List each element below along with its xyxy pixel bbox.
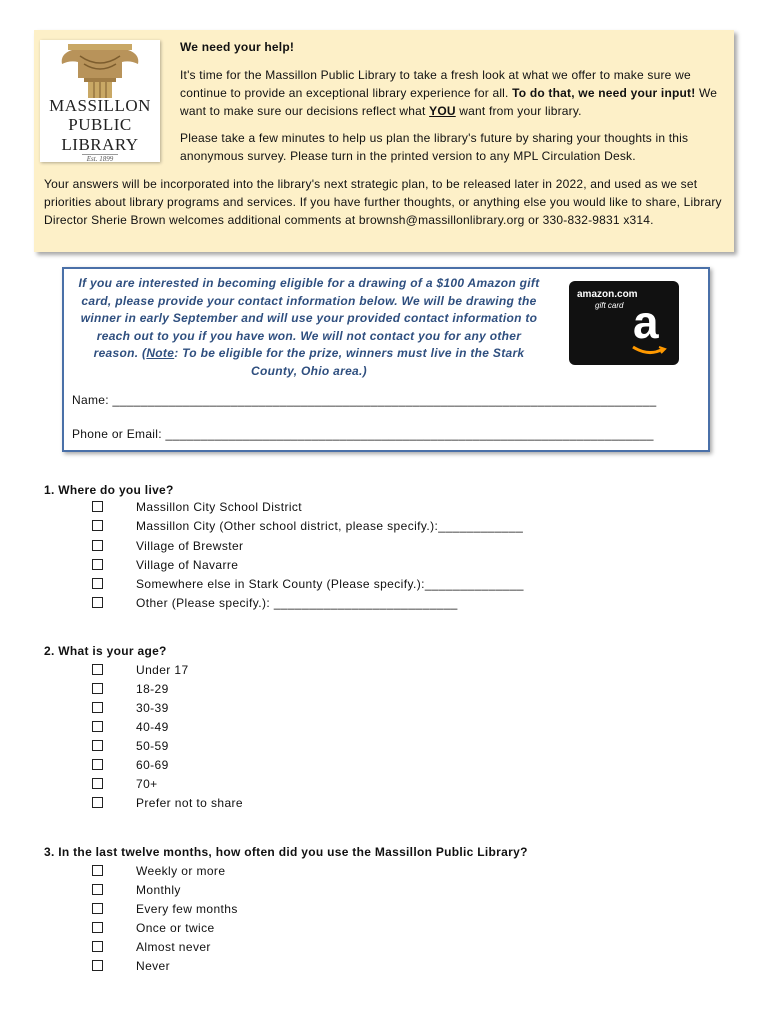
option-label: Weekly or more bbox=[136, 864, 226, 878]
checkbox[interactable] bbox=[92, 559, 103, 570]
intro-paragraph-1-a: It's time for the Massillon Public Library to take a fresh look at what we offer to make sure we continue to provide an exceptional library experience for all. bbox=[180, 68, 691, 100]
option-row[interactable] bbox=[92, 577, 524, 596]
option-row[interactable] bbox=[92, 883, 181, 902]
checkbox[interactable] bbox=[92, 922, 103, 933]
giveaway-box bbox=[62, 267, 710, 452]
giveaway-note: Note bbox=[146, 346, 175, 360]
intro-paragraph-1-bold: To do that, we need your input! bbox=[512, 86, 696, 100]
checkbox[interactable] bbox=[92, 884, 103, 895]
option-label: 70+ bbox=[136, 777, 158, 791]
checkbox[interactable] bbox=[92, 520, 103, 531]
option-row[interactable] bbox=[92, 682, 169, 701]
logo-established: Est. 1899 bbox=[82, 154, 118, 163]
intro-paragraph-1-you: YOU bbox=[429, 104, 456, 118]
question-1: 1. Where do you live? bbox=[44, 483, 174, 497]
checkbox[interactable] bbox=[92, 797, 103, 808]
library-logo bbox=[40, 40, 160, 162]
intro-paragraph-1 bbox=[180, 66, 730, 120]
option-label: 40-49 bbox=[136, 720, 169, 734]
option-label: Other (Please specify.): __________________________ bbox=[136, 596, 458, 610]
gift-card-brand: amazon.com bbox=[577, 289, 638, 300]
option-row[interactable] bbox=[92, 959, 170, 978]
option-row[interactable] bbox=[92, 519, 523, 538]
checkbox[interactable] bbox=[92, 702, 103, 713]
option-row[interactable] bbox=[92, 940, 211, 959]
contact-field[interactable]: Phone or Email: ______________________________________________________________________ bbox=[72, 427, 654, 441]
option-row[interactable] bbox=[92, 902, 238, 921]
option-row[interactable] bbox=[92, 796, 243, 815]
intro-paragraph-1-e: want from your library. bbox=[455, 104, 582, 118]
checkbox[interactable] bbox=[92, 865, 103, 876]
checkbox[interactable] bbox=[92, 903, 103, 914]
option-label: Monthly bbox=[136, 883, 181, 897]
amazon-smile-icon bbox=[629, 345, 669, 357]
option-label: Prefer not to share bbox=[136, 796, 243, 810]
checkbox[interactable] bbox=[92, 540, 103, 551]
option-row[interactable] bbox=[92, 701, 169, 720]
option-row[interactable] bbox=[92, 539, 243, 558]
option-label: 30-39 bbox=[136, 701, 169, 715]
column-capital-icon bbox=[40, 40, 160, 100]
giveaway-text-a: If you are interested in becoming eligible for a drawing of a $100 Amazon gift card, please provide your contact information below. We will be drawing the winner in early September and will use your provided contact information to reach out to you if you have won. We will not contact you for any other reason. ( bbox=[78, 276, 540, 360]
option-label: Every few months bbox=[136, 902, 238, 916]
option-label: Never bbox=[136, 959, 171, 973]
option-label: Massillon City School District bbox=[136, 500, 303, 514]
giveaway-text bbox=[74, 275, 544, 380]
intro-paragraph-1-c: We want to make sure our decisions reflect what bbox=[180, 86, 718, 118]
option-label: Massillon City (Other school district, please specify.):____________ bbox=[136, 519, 524, 533]
giveaway-text-b: : To be eligible for the prize, winners must live in the Stark County, Ohio area.) bbox=[174, 346, 525, 378]
name-field[interactable]: Name: ______________________________________________________________________________ bbox=[72, 393, 657, 407]
option-label: 18-29 bbox=[136, 682, 169, 696]
checkbox[interactable] bbox=[92, 778, 103, 789]
amazon-gift-card bbox=[569, 281, 679, 365]
option-label: Village of Navarre bbox=[136, 558, 239, 572]
option-row[interactable] bbox=[92, 777, 158, 796]
option-label: Somewhere else in Stark County (Please specify.):______________ bbox=[136, 577, 524, 591]
logo-line-1: MASSILLON bbox=[49, 96, 151, 115]
intro-heading: We need your help! bbox=[180, 40, 295, 54]
checkbox[interactable] bbox=[92, 740, 103, 751]
logo-line-3: LIBRARY bbox=[61, 135, 139, 154]
option-row[interactable] bbox=[92, 500, 302, 519]
amazon-logo-letter: a bbox=[633, 296, 659, 348]
option-row[interactable] bbox=[92, 663, 189, 682]
checkbox[interactable] bbox=[92, 664, 103, 675]
option-label: 50-59 bbox=[136, 739, 169, 753]
option-row[interactable] bbox=[92, 758, 169, 777]
option-row[interactable] bbox=[92, 739, 169, 758]
checkbox[interactable] bbox=[92, 721, 103, 732]
option-row[interactable] bbox=[92, 596, 458, 615]
option-label: Almost never bbox=[136, 940, 211, 954]
option-label: 60-69 bbox=[136, 758, 169, 772]
checkbox[interactable] bbox=[92, 960, 103, 971]
checkbox[interactable] bbox=[92, 578, 103, 589]
question-3: 3. In the last twelve months, how often did you use the Massillon Public Library? bbox=[44, 845, 528, 859]
checkbox[interactable] bbox=[92, 759, 103, 770]
checkbox[interactable] bbox=[92, 501, 103, 512]
option-row[interactable] bbox=[92, 864, 225, 883]
checkbox[interactable] bbox=[92, 941, 103, 952]
option-label: Village of Brewster bbox=[136, 539, 244, 553]
intro-paragraph-2: Please take a few minutes to help us plan the library's future by sharing your thoughts in this anonymous survey. Please turn in the printed version to any MPL Circulation Desk. bbox=[180, 131, 689, 163]
checkbox[interactable] bbox=[92, 597, 103, 608]
question-2: 2. What is your age? bbox=[44, 644, 167, 658]
option-row[interactable] bbox=[92, 921, 215, 940]
option-label: Once or twice bbox=[136, 921, 215, 935]
option-label: Under 17 bbox=[136, 663, 189, 677]
intro-paragraph-3: Your answers will be incorporated into the library's next strategic plan, to be released later in 2022, and used as we set priorities about library programs and services. If you have further thoughts, or anything else you would like to share, Library Director Sherie Brown welcomes additional comments at brownsh@massillonlibrary.org or 330-832-9831 x314. bbox=[44, 177, 722, 227]
option-row[interactable] bbox=[92, 720, 169, 739]
gift-card-subtitle: gift card bbox=[595, 301, 624, 310]
option-row[interactable] bbox=[92, 558, 238, 577]
checkbox[interactable] bbox=[92, 683, 103, 694]
logo-line-2: PUBLIC bbox=[68, 115, 132, 134]
